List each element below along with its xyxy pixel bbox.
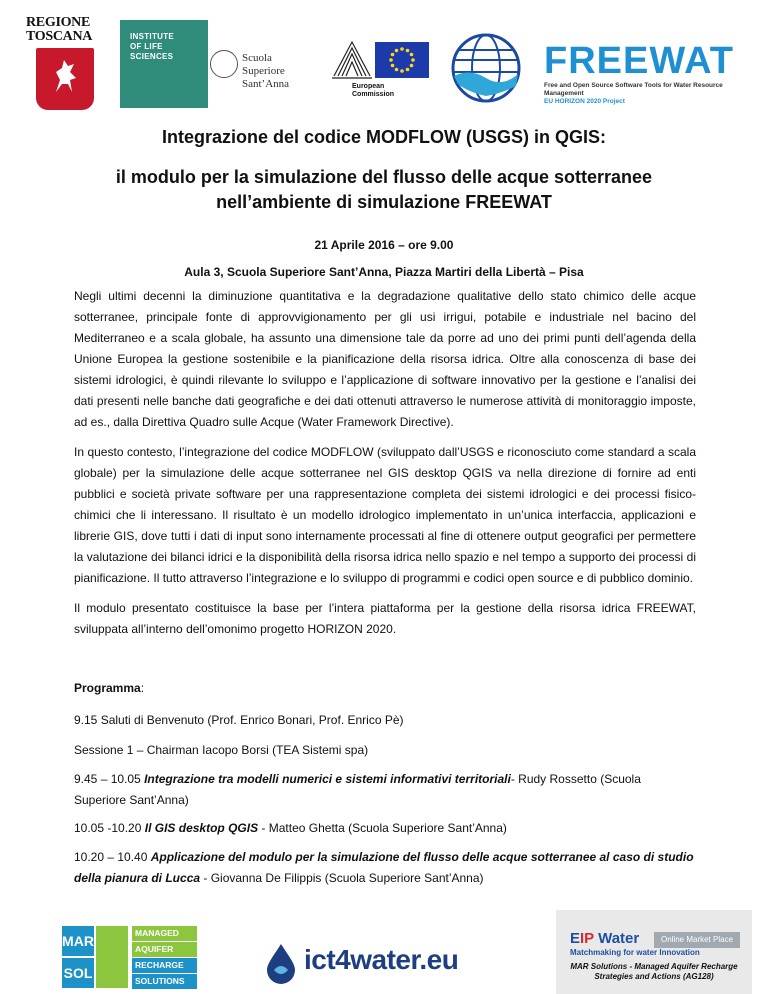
- regione-toscana-logo: [26, 16, 108, 112]
- marsol-logo: [62, 924, 194, 988]
- ec-building-icon: [332, 36, 372, 80]
- drop-icon: [96, 926, 128, 988]
- eip-ip: IP: [580, 930, 594, 947]
- title-line-3: nell’ambiente di simulazione FREEWAT: [216, 192, 552, 212]
- programme-item: [74, 847, 696, 889]
- eip-description: MAR Solutions - Managed Aquifer Recharge Strategies and Actions (AG128): [570, 962, 738, 981]
- ict4water-name: ict4water.eu: [304, 944, 459, 975]
- programme-time: 10.05 -10.20: [74, 821, 145, 835]
- ec-line1: European: [352, 83, 385, 90]
- ec-line2: Commission: [352, 91, 395, 98]
- intro-paragraph-1: Negli ultimi decenni la diminuzione quantitativa e la degradazione qualitative dello stato chimico delle acque sotterranee, principale fonte di approvvigionamento per gli usi irrigui, potabile e industriale nel bacino del Mediterraneo e a scala globale, ha assunto una dimensione tale da porre ad uno dei primi punti dell’agenda della Unione Europea la gestione sostenibile e la pianificazione della risorsa idrica. Oltre alla conoscenza di base dei sistemi idrologici, è quindi rilevante lo sviluppo e l’applicazione di software innovativo per la gestione e l’analisi dei dati presenti nelle banche dati geografiche e dei dati ottenuti attraverso le numerose attività di monitoraggio imposte, ad es., dalla Direttiva Quadro sulle Acque (Water Framework Directive).: [74, 289, 696, 429]
- programme-speaker: - Giovanna De Filippis (Scuola Superiore Sant’Anna): [200, 871, 484, 885]
- toscana-line2: TOSCANA: [26, 29, 93, 44]
- marsol-mar: MAR: [62, 926, 94, 956]
- freewat-tagline: Free and Open Source Software Tools for Water Resource Management: [544, 82, 723, 97]
- event-date: 21 Aprile 2016 – ore 9.00: [314, 238, 454, 252]
- pegasus-icon: [50, 58, 80, 96]
- freewat-name: FREEWAT: [544, 40, 734, 82]
- programme-speaker: - Rudy Rossetto (Scuola Superiore Sant’Anna): [74, 772, 641, 807]
- european-commission-logo: [330, 36, 440, 100]
- eip-subtitle: Matchmaking for water Innovation: [570, 948, 700, 957]
- programme-item: [74, 818, 696, 839]
- toscana-line1: REGIONE: [26, 15, 91, 30]
- programme-talk-title: Il GIS desktop QGIS: [144, 821, 259, 835]
- marsol-word2: AQUIFER: [132, 942, 197, 957]
- freewat-logo: [544, 40, 744, 105]
- pegasus-flag-icon: [36, 48, 94, 110]
- programme-item: 9.15 Saluti di Benvenuto (Prof. Enrico Bonari, Prof. Enrico Pè): [74, 713, 404, 727]
- programme-speaker: - Matteo Ghetta (Scuola Superiore Sant’Anna): [258, 821, 507, 835]
- intro-paragraph-2: In questo contesto, l’integrazione del codice MODFLOW (sviluppato dall’USGS e riconosciuto come standard a scala globale) per la simulazione delle acque sotterranee nel GIS desktop QGIS va nella direzione di fornire ad enti pubblici e società private software per una rappresentazione completa dei sistemi idrologici e dei processi fisico-chimici che li interessano. Il risultato è un modello idrologico implementato in un’unica interfaccia, applicazioni e librerie GIS, dove tutti i dati di input sono internamente processati al fine di ottenere output geografici per permettere la valutazione dei bilanci idrici e la disponibilità della risorsa idrica nello spazio e nel tempo a supporto dei processi di pianificazione. Il tutto attraverso l’integrazione e lo sviluppo di programmi e codici open source e di pubblico dominio.: [74, 445, 696, 585]
- title-line-2: il modulo per la simulazione del flusso delle acque sotterranee: [115, 167, 653, 187]
- title-block: [0, 165, 768, 215]
- programme-talk-title: Applicazione del modulo per la simulazione del flusso delle acque sotterranee al caso di studio della pianura di Lucca: [74, 850, 694, 885]
- eip-market-badge: Online Market Place: [654, 932, 740, 948]
- eip-water: Water: [593, 930, 640, 947]
- event-venue: Aula 3, Scuola Superiore Sant’Anna, Piazza Martiri della Libertà – Pisa: [184, 265, 584, 279]
- marsol-word1: MANAGED: [132, 926, 197, 941]
- eu-flag-icon: [375, 42, 429, 78]
- sssa-line2: Sant’Anna: [242, 78, 290, 90]
- marsol-word3: RECHARGE: [132, 958, 197, 973]
- ils-line1: INSTITUTE: [130, 32, 175, 41]
- eip-water-logo: [556, 910, 752, 994]
- eip-e: E: [570, 930, 581, 947]
- ils-line2: OF LIFE: [130, 42, 163, 51]
- marsol-word4: SOLUTIONS: [132, 974, 197, 989]
- freewat-project: EU HORIZON 2020 Project: [544, 98, 625, 105]
- intro-paragraph-3: Il modulo presentato costituisce la base per l’intera piattaforma per la gestione della risorsa idrica FREEWAT, sviluppata all’interno dell’omonimo progetto HORIZON 2020.: [74, 601, 696, 636]
- scuola-santanna-logo: [210, 48, 316, 88]
- programme-label: Programma: [74, 681, 141, 695]
- globe-icon: [450, 32, 522, 104]
- water-drop-icon: [264, 942, 298, 984]
- programme-item: Sessione 1 – Chairman Iacopo Borsi (TEA Sistemi spa): [74, 743, 369, 757]
- programme-time: 10.20 – 10.40: [74, 850, 151, 864]
- eip-title: [570, 930, 639, 947]
- programme-time: 9.45 – 10.05: [74, 772, 145, 786]
- header-logos: [0, 8, 768, 108]
- globe-logo: [450, 32, 522, 104]
- ict4water-logo: [262, 938, 486, 990]
- ils-line3: SCIENCES: [130, 52, 174, 61]
- programme-item: [74, 769, 696, 811]
- programme-colon: :: [140, 681, 145, 695]
- programme-talk-title: Integrazione tra modelli numerici e sistemi informativi territoriali: [144, 772, 511, 786]
- sssa-line1: Scuola Superiore: [242, 52, 285, 77]
- programme-heading: [74, 678, 696, 699]
- seal-icon: [210, 50, 238, 78]
- marsol-sol: SOL: [62, 958, 94, 988]
- institute-of-life-sciences-logo: [120, 20, 208, 108]
- title-line-1: Integrazione del codice MODFLOW (USGS) in QGIS:: [161, 127, 607, 147]
